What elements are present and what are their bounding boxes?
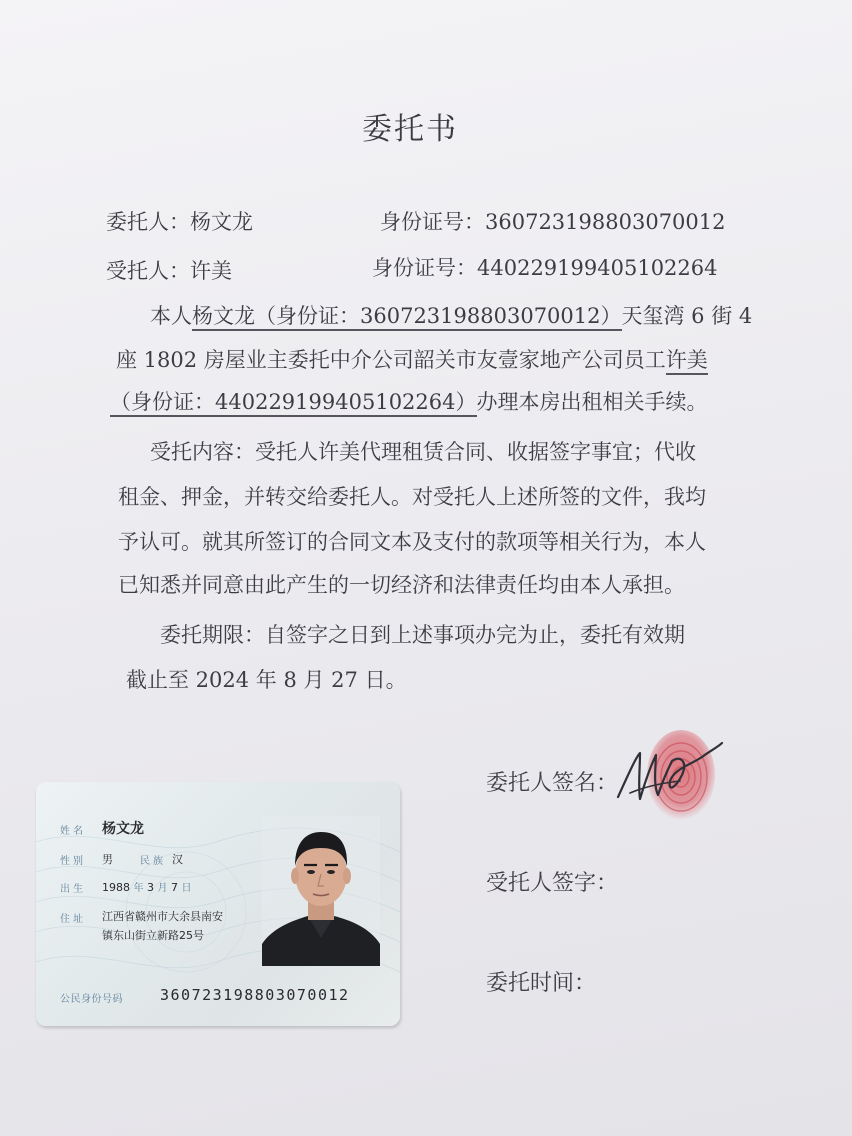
para1-underlined-agent-id: （身份证：440229199405102264） bbox=[110, 390, 477, 417]
card-address-label: 住址 bbox=[60, 914, 86, 925]
agent-id-line bbox=[372, 252, 718, 282]
principal-sign-label: 委托人签名： bbox=[486, 771, 619, 796]
para1-text: 本人 bbox=[150, 304, 192, 328]
principal-id-label: 身份证号： bbox=[380, 210, 485, 234]
para1-line1 bbox=[150, 300, 752, 330]
para1-line3 bbox=[110, 386, 708, 416]
para2-line1: 受托内容：受托人许美代理租赁合同、收据签字事宜；代收 bbox=[150, 440, 696, 464]
para2-line4: 已知悉并同意由此产生的一切经济和法律责任均由本人承担。 bbox=[118, 573, 685, 597]
agent-id-label: 身份证号： bbox=[372, 256, 477, 280]
agent-name: 许美 bbox=[190, 259, 232, 283]
agent-sign-label: 受托人签字： bbox=[486, 871, 619, 896]
para1-underlined-principal: 杨文龙（身份证：360723198803070012） bbox=[192, 304, 622, 331]
date-label: 委托时间： bbox=[486, 971, 597, 996]
para1-underlined-agent: 许美 bbox=[666, 348, 708, 375]
card-address-line1: 江西省赣州市大余县南安 bbox=[102, 910, 223, 923]
card-day-unit: 日 bbox=[181, 883, 192, 894]
card-birth bbox=[102, 879, 192, 894]
card-name-label: 姓名 bbox=[60, 826, 86, 837]
principal-id-line bbox=[380, 206, 726, 236]
principal-id: 360723198803070012 bbox=[485, 210, 726, 234]
agent-line bbox=[106, 255, 232, 285]
para3-line2: 截止至 2024 年 8 月 27 日。 bbox=[126, 668, 407, 692]
card-id-number: 360723198803070012 bbox=[160, 986, 350, 1004]
principal-name: 杨文龙 bbox=[190, 210, 253, 234]
card-sex: 男 bbox=[102, 853, 113, 866]
card-month-unit: 月 bbox=[157, 883, 168, 894]
portrait-photo-icon bbox=[262, 816, 380, 966]
para3-line1: 委托期限：自签字之日到上述事项办完为止，委托有效期 bbox=[160, 623, 685, 647]
agent-label: 受托人： bbox=[106, 259, 190, 283]
para1-line2 bbox=[116, 344, 708, 374]
handwritten-signature-icon bbox=[610, 735, 730, 815]
card-birth-day: 7 bbox=[171, 881, 178, 894]
principal-label: 委托人： bbox=[106, 210, 190, 234]
para1-text3: 办理本房出租相关手续。 bbox=[476, 390, 708, 414]
id-card-image bbox=[36, 782, 400, 1026]
card-ethnic: 汉 bbox=[172, 853, 183, 866]
para2-line3: 予认可。就其所签订的合同文本及支付的款项等相关行为，本人 bbox=[118, 530, 706, 554]
card-year-unit: 年 bbox=[133, 883, 144, 894]
card-name: 杨文龙 bbox=[102, 821, 144, 837]
principal-line bbox=[106, 206, 253, 236]
card-id-label: 公民身份号码 bbox=[60, 994, 123, 1005]
para2-line2: 租金、押金，并转交给委托人。对受托人上述所签的文件，我均 bbox=[118, 485, 706, 509]
agent-id: 440229199405102264 bbox=[477, 256, 718, 280]
card-sex-label: 性别 bbox=[60, 856, 86, 867]
card-birth-year: 1988 bbox=[102, 881, 130, 894]
document-title: 委托书 bbox=[362, 112, 458, 147]
para1-address: 天玺湾 6 街 4 bbox=[621, 304, 753, 328]
para1-text2: 座 1802 房屋业主委托中介公司韶关市友壹家地产公司员工 bbox=[116, 348, 666, 372]
card-birth-label: 出生 bbox=[60, 884, 86, 895]
card-address-line2: 镇东山街立新路25号 bbox=[102, 929, 204, 942]
card-birth-month: 3 bbox=[147, 881, 154, 894]
card-ethnic-label: 民族 bbox=[140, 856, 166, 867]
